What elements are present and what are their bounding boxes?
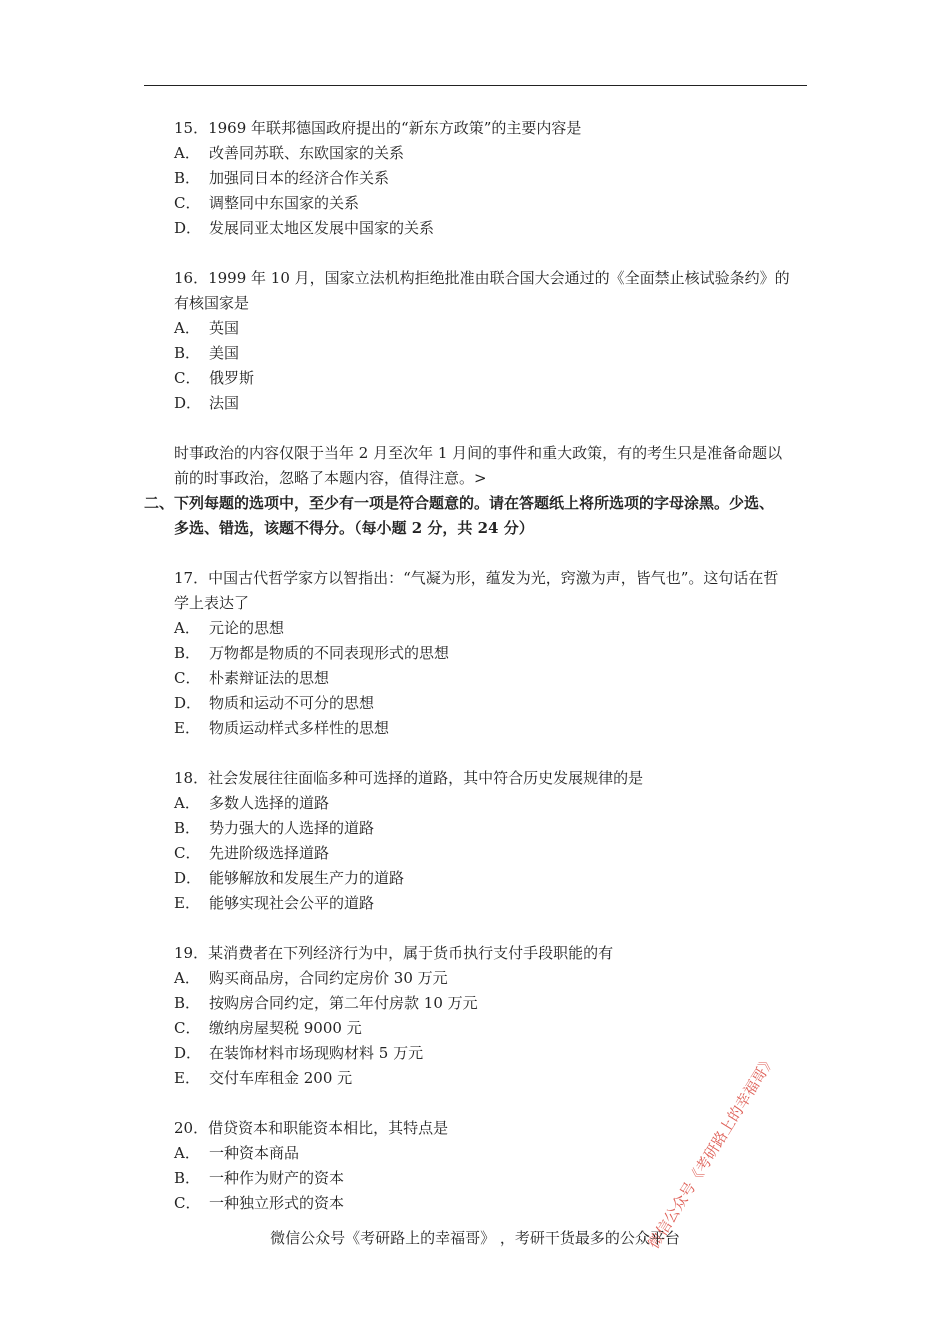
option-c: C． 一种独立形式的资本 — [174, 1194, 345, 1212]
question-stem: 18．社会发展往往面临多种可选择的道路，其中符合历史发展规律的是 — [174, 769, 644, 787]
question-stem: 19．某消费者在下列经济行为中，属于货币执行支付手段职能的有 — [174, 944, 614, 962]
option-c: C． 朴素辩证法的思想 — [174, 669, 330, 687]
question-15 — [174, 116, 810, 241]
option-b: B． 势力强大的人选择的道路 — [174, 819, 375, 837]
question-stem-cont: 学上表达了 — [174, 594, 250, 612]
page-footer: 微信公众号《考研路上的幸福哥》 ，考研干货最多的公众平台 — [270, 1229, 680, 1247]
question-17 — [174, 566, 810, 741]
option-d: D． 发展同亚太地区发展中国家的关系 — [174, 219, 435, 237]
question-stem: 16．1999 年 10 月，国家立法机构拒绝批准由联合国大会通过的《全面禁止核试验条约》的 — [174, 269, 790, 287]
option-a: A． 元论的思想 — [174, 619, 285, 637]
section-heading: 二、下列每题的选项中，至少有一项是符合题意的。请在答题纸上将所选项的字母涂黑。少选、 多选、错选，该题不得分。（每小题 2 分，共 24 分） — [144, 494, 775, 537]
option-a: A． 购买商品房，合同约定房价 30 万元 — [174, 969, 448, 987]
option-b: B． 万物都是物质的不同表现形式的思想 — [174, 644, 450, 662]
option-d: D． 法国 — [174, 394, 240, 412]
document-body — [144, 116, 810, 1241]
option-b: B． 一种作为财产的资本 — [174, 1169, 345, 1187]
option-b: B． 加强同日本的经济合作关系 — [174, 169, 390, 187]
question-19 — [174, 941, 810, 1091]
watermark: 微信公众号《考研路上的幸福哥》 — [644, 1051, 780, 1252]
question-stem: 17．中国古代哲学家方以智指出：“气凝为形，蕴发为光，窍激为声，皆气也”。这句话在哲 — [174, 569, 779, 587]
header-rule — [144, 85, 807, 86]
option-c: C． 调整同中东国家的关系 — [174, 194, 360, 212]
question-stem-cont: 有核国家是 — [174, 294, 250, 312]
option-d: D． 物质和运动不可分的思想 — [174, 694, 375, 712]
option-c: C． 先进阶级选择道路 — [174, 844, 330, 862]
question-stem: 20．借贷资本和职能资本相比，其特点是 — [174, 1119, 449, 1137]
option-c: C． 缴纳房屋契税 9000 元 — [174, 1019, 362, 1037]
option-d: D． 能够解放和发展生产力的道路 — [174, 869, 405, 887]
exam-note: 时事政治的内容仅限于当年 2 月至次年 1 月间的事件和重大政策，有的考生只是准备命题以 前的时事政治，忽略了本题内容，值得注意。> — [174, 444, 783, 487]
option-e: E． 能够实现社会公平的道路 — [174, 894, 375, 912]
option-a: A． 多数人选择的道路 — [174, 794, 330, 812]
option-a: A． 英国 — [174, 319, 240, 337]
question-stem: 15．1969 年联邦德国政府提出的“新东方政策”的主要内容是 — [174, 119, 582, 137]
option-b: B． 按购房合同约定，第二年付房款 10 万元 — [174, 994, 478, 1012]
option-b: B． 美国 — [174, 344, 240, 362]
option-c: C． 俄罗斯 — [174, 369, 255, 387]
option-d: D． 在装饰材料市场现购材料 5 万元 — [174, 1044, 424, 1062]
question-18 — [174, 766, 810, 916]
option-e: E． 交付车库租金 200 元 — [174, 1069, 353, 1087]
option-e: E． 物质运动样式多样性的思想 — [174, 719, 390, 737]
question-16 — [174, 266, 810, 416]
option-a: A． 一种资本商品 — [174, 1144, 300, 1162]
option-a: A． 改善同苏联、东欧国家的关系 — [174, 144, 405, 162]
